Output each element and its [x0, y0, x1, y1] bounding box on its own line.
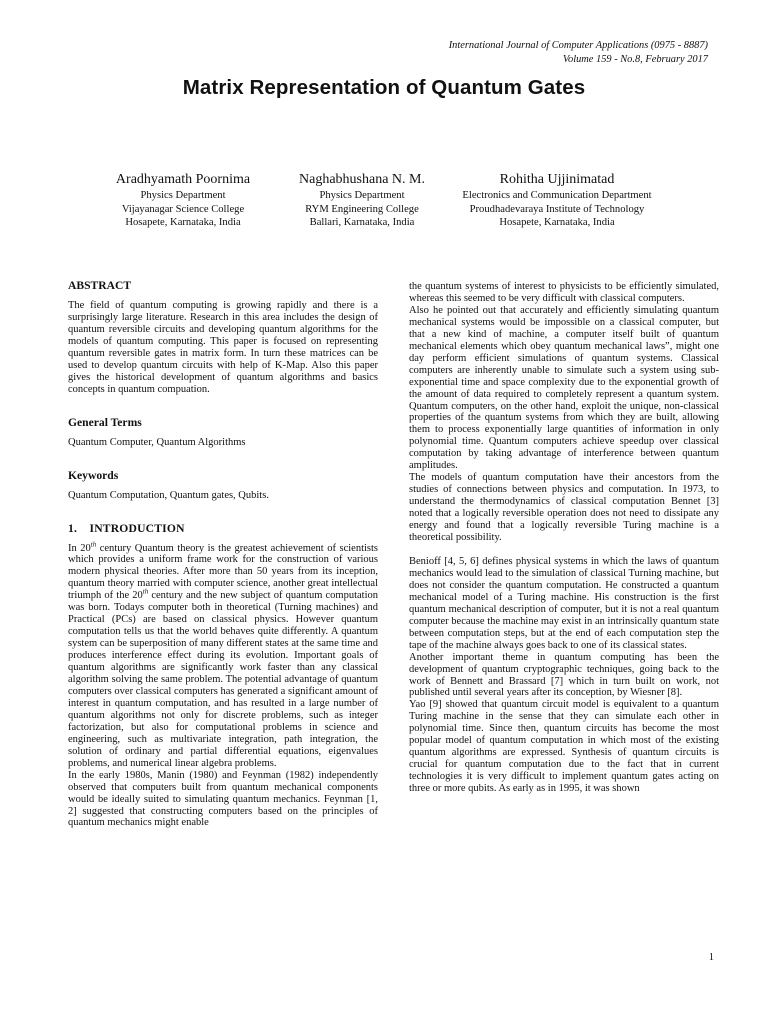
- general-terms-text: Quantum Computer, Quantum Algorithms: [68, 436, 246, 448]
- abstract-heading: ABSTRACT: [68, 279, 132, 292]
- paper-title: Matrix Representation of Quantum Gates: [182, 76, 586, 99]
- author-department: Electronics and Communication Department: [462, 190, 652, 201]
- right-column: [409, 281, 719, 795]
- author-name: Aradhyamath Poornima: [115, 172, 251, 187]
- author-name: Rohitha Ujjinimatad: [499, 172, 615, 187]
- author-department: Physics Department: [140, 190, 226, 201]
- general-terms-heading: General Terms: [68, 415, 142, 429]
- keywords-text: Quantum Computation, Quantum gates, Qubits.: [68, 489, 269, 501]
- intro-paragraph: the quantum systems of interest to physicists to be efficiently simulated, whereas this seemed to be very difficult with classical computers.: [409, 281, 719, 304]
- author-name: Naghabhushana N. M.: [299, 172, 425, 187]
- intro-paragraph: In the early 1980s, Manin (1980) and Feynman (1982) independently observed that computers built from quantum mechanical components would be ideally suited to simulating quantum mechanics. Feynman [1, 2] suggested that constructing computers based on the principles of quantum mechanics might enable: [68, 769, 378, 829]
- author-institution: Proudhadevaraya Institute of Technology: [469, 203, 645, 215]
- intro-paragraph: Benioff [4, 5, 6] defines physical systems in which the laws of quantum mechanics would lead to the simulation of classical Turning machine, but does not consider the quantum computation. He constructed a quantum mechanical model of a Turing machine. His construction is the first quantum mechanical description of computer, but it is not a real quantum computer because the machine may exist in an intrinsically quantum state between computation steps, but at the end of each computation step the tape of the machine always goes back to one of its classical states.: [409, 555, 719, 651]
- intro-paragraph: Another important theme in quantum computing has been the development of quantum cryptographic techniques, going back to the work of Bennett and Brassard [7] which in turn built on work, not published until several years after its conception, by Wiesner [8].: [409, 651, 719, 699]
- abstract-text: The field of quantum computing is growing rapidly and there is a surprisingly large literature. Research in this area includes the design of quantum reversible circuits and developing quantum algorithms for the models of quantum computing. This paper is focused on representing quantum reversible gates in matrix form. In turn these matrices can be used to develop quantum circuits with help of K-Map. Also this paper gives the historical development of quantum algorithms and basics concepts in quantum compuation.: [68, 300, 378, 395]
- intro-paragraph: The models of quantum computation have their ancestors from the studies of connections between physics and computation. In 1973, to understand the thermodynamics of classical computation Bennet [3] noted that a logically reversible operation does not need to dissipate any energy and found that a logically reversible Turing machine is a theoretical possibility.: [409, 472, 719, 544]
- intro-paragraph: In 20th century Quantum theory is the greatest achievement of scientists which provides a uniform frame work for the construction of various modern physical theories. After more than 50 years from its inception, quantum theory married with computer science, another great intellectual triumph of the 20th century and the new subject of quantum computation was born. Todays computer both in theoretical (Turning machines) and Practical (PCs) are based on classical physics. However quantum computation tells us that the world behaves quite differently. A quantum system can be superposition of many different states at the same time and produces interference effect during its evolution. Important goals of quantum algorithms are significantly work faster than any classical algorithm solving the same problem. The potential advantage of quantum computers over classical computers has generated a significant amount of interest in quantum computation, and has resulted in a large number of quantum algorithms not only for discrete problems, such as integer factorization, but also for computational problems in science and engineering, such as multivariate integration, path integration, the solution of ordinary and partial differential equations, eigenvalues problems, and numerical linear algebra problems.: [68, 540, 378, 769]
- intro-paragraph: Yao [9] showed that quantum circuit model is equivalent to a quantum Turing machine in the sense that they can simulate each other in polynomial time. Since then, quantum circuits has become the most popular model of quantum computation in which most of the existing quantum algorithms are expressed. Synthesis of quantum circuits is crucial for quantum computation due to the fact that in current technologies it is very difficult to implement quantum gates acting on three or more qubits. As early as in 1995, it was shown: [409, 699, 719, 795]
- author-location: Hosapete, Karnataka, India: [499, 217, 615, 229]
- journal-name: International Journal of Computer Applications (0975 - 8887): [448, 40, 708, 51]
- keywords-heading: Keywords: [68, 468, 119, 482]
- journal-header: [449, 39, 708, 66]
- author-location: Hosapete, Karnataka, India: [125, 217, 241, 229]
- author-institution: Vijayanagar Science College: [121, 203, 245, 215]
- author-department: Physics Department: [319, 190, 405, 201]
- journal-volume: Volume 159 - No.8, February 2017: [562, 53, 708, 65]
- page-number: 1: [708, 952, 714, 963]
- author-block: [437, 170, 677, 230]
- section-heading-introduction: 1. INTRODUCTION: [68, 521, 185, 535]
- author-institution: RYM Engineering College: [305, 203, 419, 215]
- author-location: Ballari, Karnataka, India: [309, 217, 415, 229]
- left-column: [68, 279, 378, 829]
- intro-paragraph: Also he pointed out that accurately and efficiently simulating quantum mechanical systems would be impossible on a classical computer, but that a new kind of machine, a computer itself built of quantum mechanical elements which obey quantum mechanical laws”, might one day perform efficient simulations of quantum systems. Classical computers are inherently unable to simulate such a system using sub-exponential time and space complexity due to the exponential growth of the amount of data required to completely represent a quantum system. Quantum computers, on the other hand, exploit the unique, non-classical properties of the quantum systems from which they are built, allowing them to process exponentially large quantities of information in only polynomial time. Quantum computers achieve speedup over classical computation by taking advantage of interference between quantum amplitudes.: [409, 304, 719, 472]
